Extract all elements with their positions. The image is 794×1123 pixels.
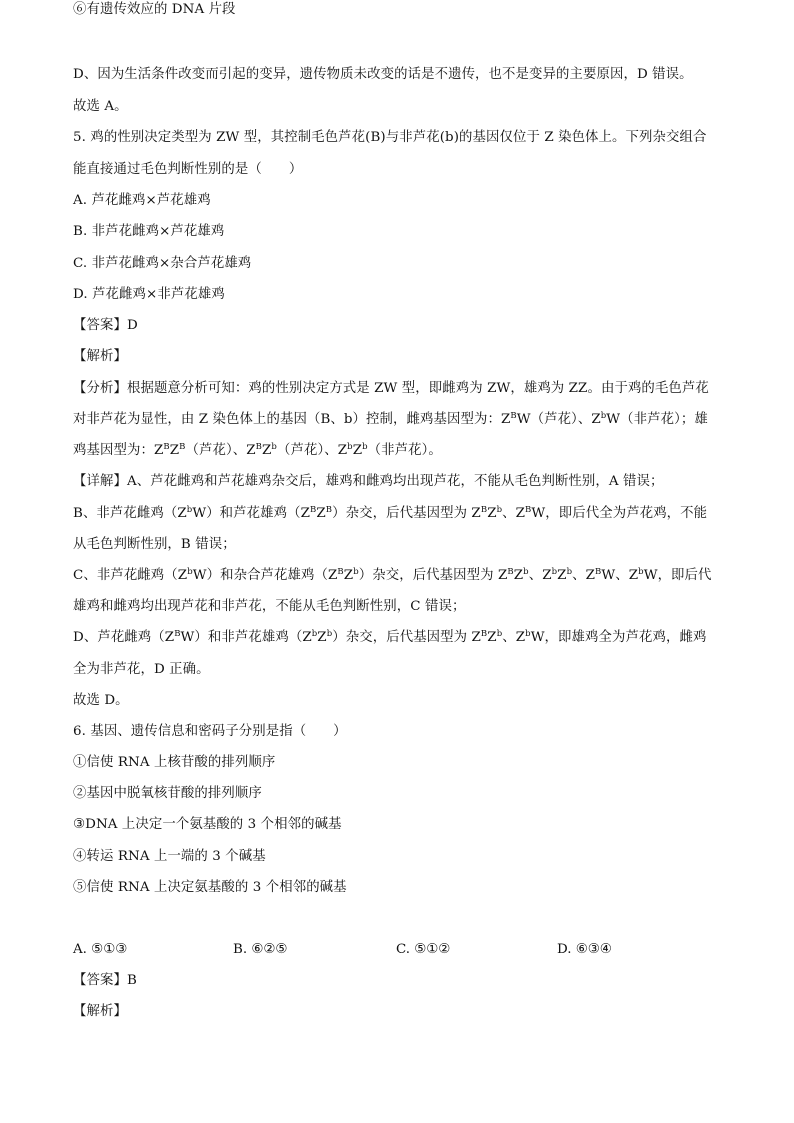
option-d: D. ⑥③④ (557, 942, 612, 957)
text-line: 能直接通过毛色判断性别的是（ ） (73, 162, 303, 177)
option-c: C. ⑤①② (396, 942, 451, 957)
text-line: ⑥有遗传效应的 DNA 片段 (73, 2, 236, 17)
text-line: 5. 鸡的性别决定类型为 ZW 型，其控制毛色芦花(B)与非芦花(b)的基因仅位于 Z 染色体上。下列杂交组合 (73, 130, 707, 145)
text-line: D、因为生活条件改变而引起的变异，遗传物质未改变的话是不遗传，也不是变异的主要原因，D 错误。 (73, 67, 693, 82)
text-line: 【解析】 (73, 1004, 127, 1019)
text-line: ④转运 RNA 上一端的 3 个碱基 (73, 849, 266, 864)
text-line: D. 芦花雌鸡×非芦花雄鸡 (73, 287, 225, 302)
text-line: ③DNA 上决定一个氨基酸的 3 个相邻的碱基 (73, 817, 342, 832)
text-line: 【分析】根据题意分析可知：鸡的性别决定方式是 ZW 型，即雌鸡为 ZW，雄鸡为 ZZ。由于鸡的毛色芦花 (73, 381, 709, 396)
text-line: B、非芦花雌鸡$(Z^bW)$和芦花雄鸡$(Z^BZ^B)$杂交，后代基因型为 $Z^BZ^b$、$Z^BW$，即后代全为芦花鸡，不能 (73, 505, 708, 521)
text-line: 鸡基因型为：$Z^BZ^B$（芦花）、$Z^BZ^b$（芦花）、$Z^bZ^b$（非芦花）。 (73, 442, 442, 458)
text-line: ②基因中脱氧核苷酸的排列顺序 (73, 786, 262, 801)
text-line: 故选 A。 (73, 99, 128, 114)
text-line: C. 非芦花雌鸡×杂合芦花雄鸡 (73, 256, 252, 271)
text-line: ①信使 RNA 上核苷酸的排列顺序 (73, 755, 276, 770)
text-line: 【详解】A、芦花雌鸡和芦花雄鸡杂交后，雄鸡和雌鸡均出现芦花，不能从毛色判断性别，A 错误； (73, 474, 664, 489)
text-line: 对非芦花为显性，由 Z 染色体上的基因（B、b）控制，雌鸡基因型为：$Z^BW$（芦花）、$Z^bW$（非芦花）；雄 (73, 411, 708, 427)
text-line: B. 非芦花雌鸡×芦花雄鸡 (73, 224, 225, 239)
text-line: 全为非芦花，D 正确。 (73, 662, 210, 677)
text-line: C、非芦花雌鸡$(Z^bW)$和杂合芦花雄鸡$(Z^BZ^b)$杂交，后代基因型为 $Z^BZ^b$、$Z^bZ^b$、$Z^BW$、$Z^bW$，即后代 (73, 567, 712, 583)
text-line: 【答案】B (73, 973, 137, 988)
text-line: 雄鸡和雌鸡均出现芦花和非芦花，不能从毛色判断性别，C 错误； (73, 599, 466, 614)
text-line: 故选 D。 (73, 693, 129, 708)
text-line: D、芦花雌鸡$(Z^BW)$和非芦花雄鸡$(Z^bZ^b)$杂交，后代基因型为 $Z^BZ^b$、$Z^bW$，即雄鸡全为芦花鸡，雌鸡 (73, 629, 707, 645)
text-line: ⑤信使 RNA 上决定氨基酸的 3 个相邻的碱基 (73, 880, 347, 895)
text-line: 【答案】D (73, 318, 138, 333)
option-b: B. ⑥②⑤ (233, 942, 288, 957)
text-line: A. 芦花雌鸡×芦花雄鸡 (73, 193, 211, 208)
text-line: 从毛色判断性别，B 错误； (73, 537, 236, 552)
text-line: 【解析】 (73, 349, 127, 364)
text-line: 6. 基因、遗传信息和密码子分别是指（ ） (73, 724, 347, 739)
option-a: A. ⑤①③ (73, 942, 128, 957)
